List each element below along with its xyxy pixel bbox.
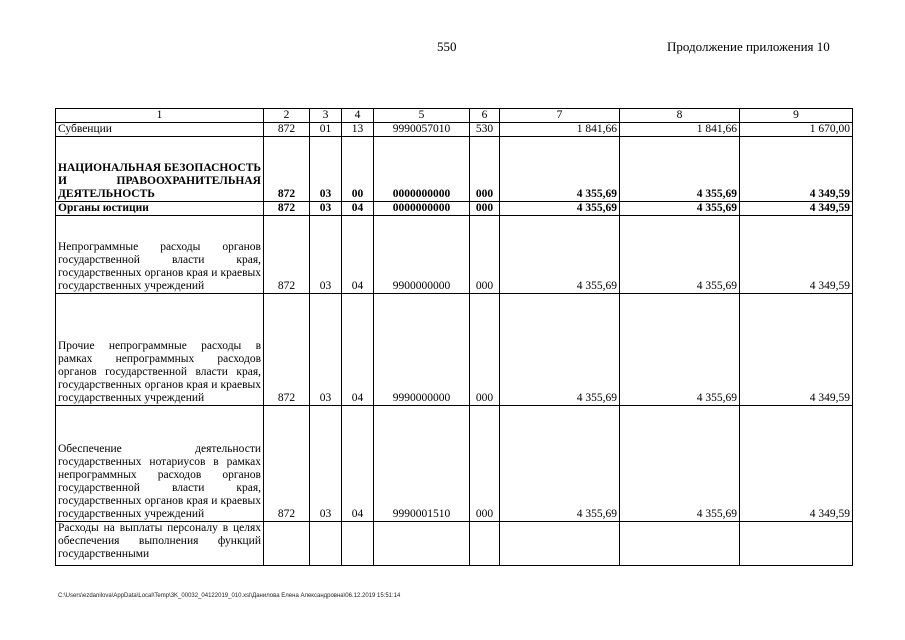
- row-name-cell: Расходы на выплаты персоналу в целях обеспечения выполнения функций государственными: [56, 522, 264, 566]
- row-value-cell: 4 355,69: [620, 202, 740, 216]
- column-header: 5: [374, 109, 470, 123]
- row-value-cell: [500, 522, 620, 566]
- row-value-cell: 4 349,59: [740, 202, 853, 216]
- row-name-cell: Прочие непрограммные расходы в рамках непрограммных расходов органов государственной власти края, государственных органов края и краевых государственных учреждений: [56, 294, 264, 406]
- row-value-cell: 13: [342, 123, 374, 137]
- row-name-cell: Обеспечение деятельности государственных нотариусов в рамках непрограммных расходов органов государственной власти края, государственных органов края и краевых государственных учреждений: [56, 406, 264, 522]
- file-path-footer: C:\Users\ezdanilova\AppData\Local\Temp\3K_00032_04122019_010.xsl\Даниловa Елена Александровна\06.12.2019 15:51:14: [58, 593, 401, 599]
- row-value-cell: 4 349,59: [740, 216, 853, 294]
- row-value-cell: 03: [310, 294, 342, 406]
- row-value-cell: 872: [264, 123, 310, 137]
- row-value-cell: 4 355,69: [620, 406, 740, 522]
- row-value-cell: 000: [470, 137, 500, 202]
- row-value-cell: [470, 522, 500, 566]
- row-value-cell: 03: [310, 137, 342, 202]
- row-value-cell: 000: [470, 406, 500, 522]
- table-row: [56, 123, 853, 137]
- column-header: 2: [264, 109, 310, 123]
- row-value-cell: 00: [342, 137, 374, 202]
- column-header: 4: [342, 109, 374, 123]
- row-name-cell: Органы юстиции: [56, 202, 264, 216]
- table-row: [56, 406, 853, 522]
- row-value-cell: 4 355,69: [500, 294, 620, 406]
- row-value-cell: 9990057010: [374, 123, 470, 137]
- column-header: 6: [470, 109, 500, 123]
- row-value-cell: 000: [470, 216, 500, 294]
- row-name-cell: Непрограммные расходы органов государственной власти края, государственных органов края и краевых государственных учреждений: [56, 216, 264, 294]
- row-value-cell: 9990001510: [374, 406, 470, 522]
- row-value-cell: 04: [342, 202, 374, 216]
- column-header: 9: [740, 109, 853, 123]
- page-number: 550: [437, 39, 457, 54]
- row-value-cell: 872: [264, 294, 310, 406]
- row-value-cell: 872: [264, 137, 310, 202]
- row-value-cell: 4 355,69: [500, 202, 620, 216]
- row-value-cell: 4 355,69: [620, 294, 740, 406]
- column-header: 7: [500, 109, 620, 123]
- row-value-cell: 9900000000: [374, 216, 470, 294]
- row-value-cell: 0000000000: [374, 202, 470, 216]
- table-row: [56, 137, 853, 202]
- row-value-cell: 1 670,00: [740, 123, 853, 137]
- row-value-cell: 04: [342, 406, 374, 522]
- row-value-cell: 1 841,66: [620, 123, 740, 137]
- row-value-cell: 000: [470, 294, 500, 406]
- row-value-cell: 000: [470, 202, 500, 216]
- budget-table: [55, 108, 853, 566]
- row-value-cell: 4 355,69: [620, 216, 740, 294]
- column-header: 8: [620, 109, 740, 123]
- row-name-cell: НАЦИОНАЛЬНАЯ БЕЗОПАСНОСТЬ И ПРАВООХРАНИТЕЛЬНАЯ ДЕЯТЕЛЬНОСТЬ: [56, 137, 264, 202]
- appendix-continuation-label: Продолжение приложения 10: [667, 39, 830, 54]
- row-value-cell: 872: [264, 216, 310, 294]
- row-value-cell: 9990000000: [374, 294, 470, 406]
- row-name-cell: Субвенции: [56, 123, 264, 137]
- row-value-cell: 03: [310, 406, 342, 522]
- row-value-cell: [374, 522, 470, 566]
- table-row: [56, 202, 853, 216]
- row-value-cell: 04: [342, 216, 374, 294]
- row-value-cell: 4 355,69: [500, 406, 620, 522]
- row-value-cell: [620, 522, 740, 566]
- row-value-cell: 4 349,59: [740, 294, 853, 406]
- row-value-cell: 1 841,66: [500, 123, 620, 137]
- row-value-cell: [310, 522, 342, 566]
- row-value-cell: 4 355,69: [500, 137, 620, 202]
- row-value-cell: [740, 522, 853, 566]
- row-value-cell: [264, 522, 310, 566]
- row-value-cell: 530: [470, 123, 500, 137]
- row-value-cell: 0000000000: [374, 137, 470, 202]
- table-row: [56, 294, 853, 406]
- row-value-cell: 03: [310, 202, 342, 216]
- column-number-row: [56, 109, 853, 123]
- row-value-cell: [342, 522, 374, 566]
- row-value-cell: 4 349,59: [740, 137, 853, 202]
- row-value-cell: 4 355,69: [620, 137, 740, 202]
- row-value-cell: 872: [264, 406, 310, 522]
- column-header: 3: [310, 109, 342, 123]
- table-row: [56, 216, 853, 294]
- row-value-cell: 872: [264, 202, 310, 216]
- row-value-cell: 01: [310, 123, 342, 137]
- row-value-cell: 03: [310, 216, 342, 294]
- table-row: [56, 522, 853, 566]
- column-header: 1: [56, 109, 264, 123]
- row-value-cell: 04: [342, 294, 374, 406]
- row-value-cell: 4 355,69: [500, 216, 620, 294]
- row-value-cell: 4 349,59: [740, 406, 853, 522]
